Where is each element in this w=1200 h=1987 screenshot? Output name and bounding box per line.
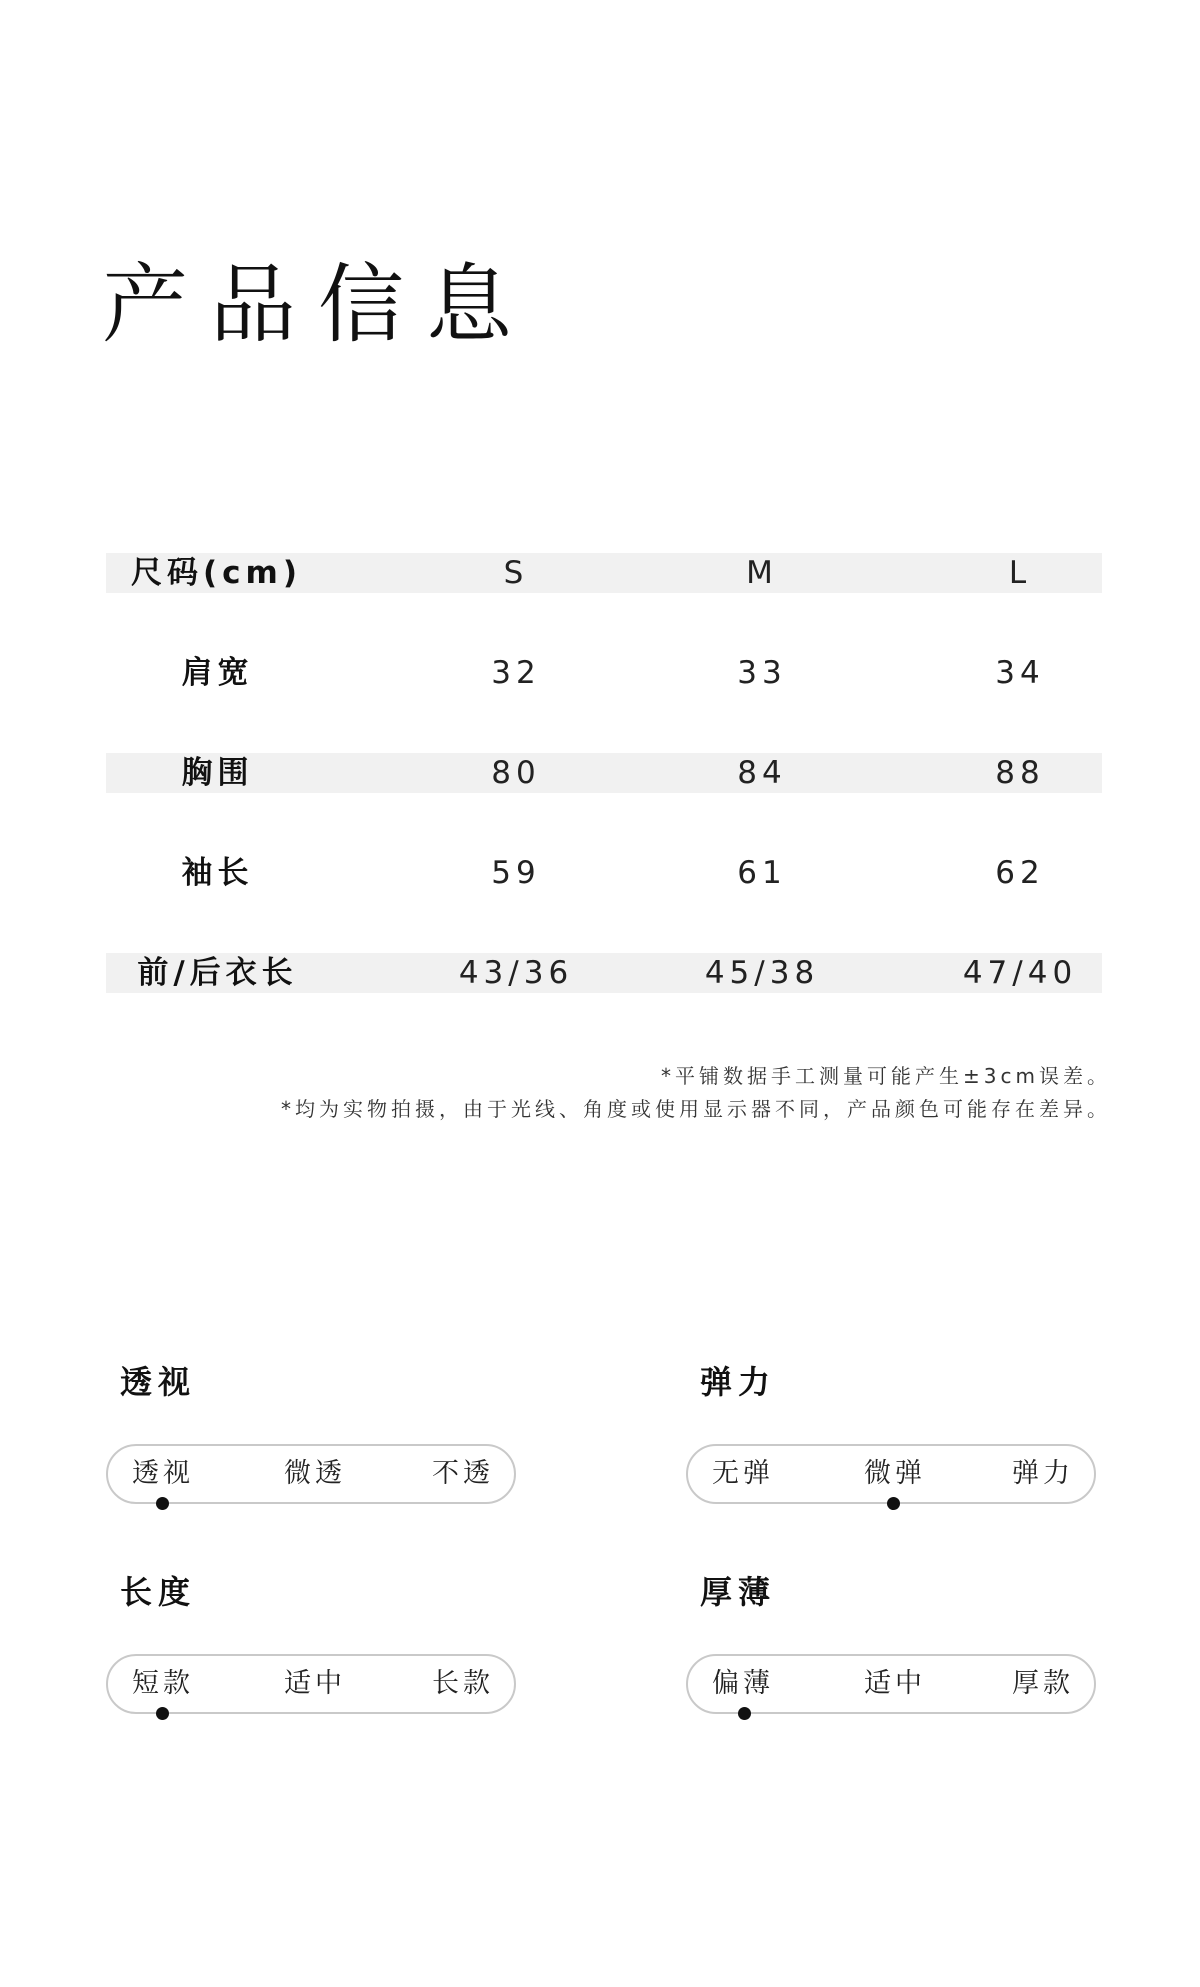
attr-transparency (106, 1360, 516, 1504)
row-label-length: 前/后衣长 (137, 955, 298, 991)
row-label-sleeve: 袖长 (181, 855, 254, 891)
selected-marker (887, 1497, 900, 1510)
option-3: 不透 (432, 1458, 494, 1489)
size-header-m: M (746, 555, 778, 591)
size-table-header (106, 553, 1102, 593)
attr-thickness (686, 1570, 1096, 1714)
table-cell: 47/40 (962, 955, 1078, 991)
attr-length (106, 1570, 516, 1714)
attr-title: 弹力 (700, 1363, 777, 1401)
attr-title: 透视 (120, 1363, 197, 1401)
option-1: 无弹 (712, 1458, 774, 1489)
attr-title: 厚薄 (700, 1573, 777, 1611)
size-header-label: 尺码(cm) (131, 555, 303, 591)
row-label-chest: 胸围 (181, 755, 254, 791)
color-note: *均为实物拍摄，由于光线、角度或使用显示器不同，产品颜色可能存在差异。 (281, 1097, 1111, 1121)
table-cell: 59 (491, 855, 541, 891)
option-scale (106, 1444, 516, 1504)
option-scale (686, 1654, 1096, 1714)
size-header-s: S (503, 555, 529, 591)
table-cell: 43/36 (458, 955, 574, 991)
option-3: 弹力 (1012, 1458, 1074, 1489)
table-row (106, 653, 1102, 693)
table-cell: 80 (491, 755, 541, 791)
option-scale (686, 1444, 1096, 1504)
option-2: 适中 (284, 1668, 346, 1699)
option-2: 微弹 (864, 1458, 926, 1489)
table-cell: 45/38 (704, 955, 820, 991)
table-cell: 84 (737, 755, 787, 791)
table-cell: 33 (737, 655, 787, 691)
option-3: 长款 (432, 1668, 494, 1699)
measurement-note: *平铺数据手工测量可能产生±3cm误差。 (661, 1064, 1111, 1088)
table-row (106, 953, 1102, 993)
option-1: 短款 (132, 1668, 194, 1699)
selected-marker (156, 1497, 169, 1510)
option-scale (106, 1654, 516, 1714)
table-cell: 62 (995, 855, 1045, 891)
table-cell: 61 (737, 855, 787, 891)
table-row (106, 853, 1102, 893)
selected-marker (738, 1707, 751, 1720)
option-2: 适中 (864, 1668, 926, 1699)
option-1: 偏薄 (712, 1668, 774, 1699)
row-label-shoulder: 肩宽 (181, 655, 254, 691)
option-3: 厚款 (1012, 1668, 1074, 1699)
option-1: 透视 (132, 1458, 194, 1489)
table-cell: 32 (491, 655, 541, 691)
page-title: 产品信息 (102, 255, 534, 355)
size-header-l: L (1008, 555, 1032, 591)
attr-title: 长度 (120, 1573, 197, 1611)
table-cell: 34 (995, 655, 1045, 691)
table-cell: 88 (995, 755, 1045, 791)
selected-marker (156, 1707, 169, 1720)
attr-elasticity (686, 1360, 1096, 1504)
option-2: 微透 (284, 1458, 346, 1489)
table-row (106, 753, 1102, 793)
